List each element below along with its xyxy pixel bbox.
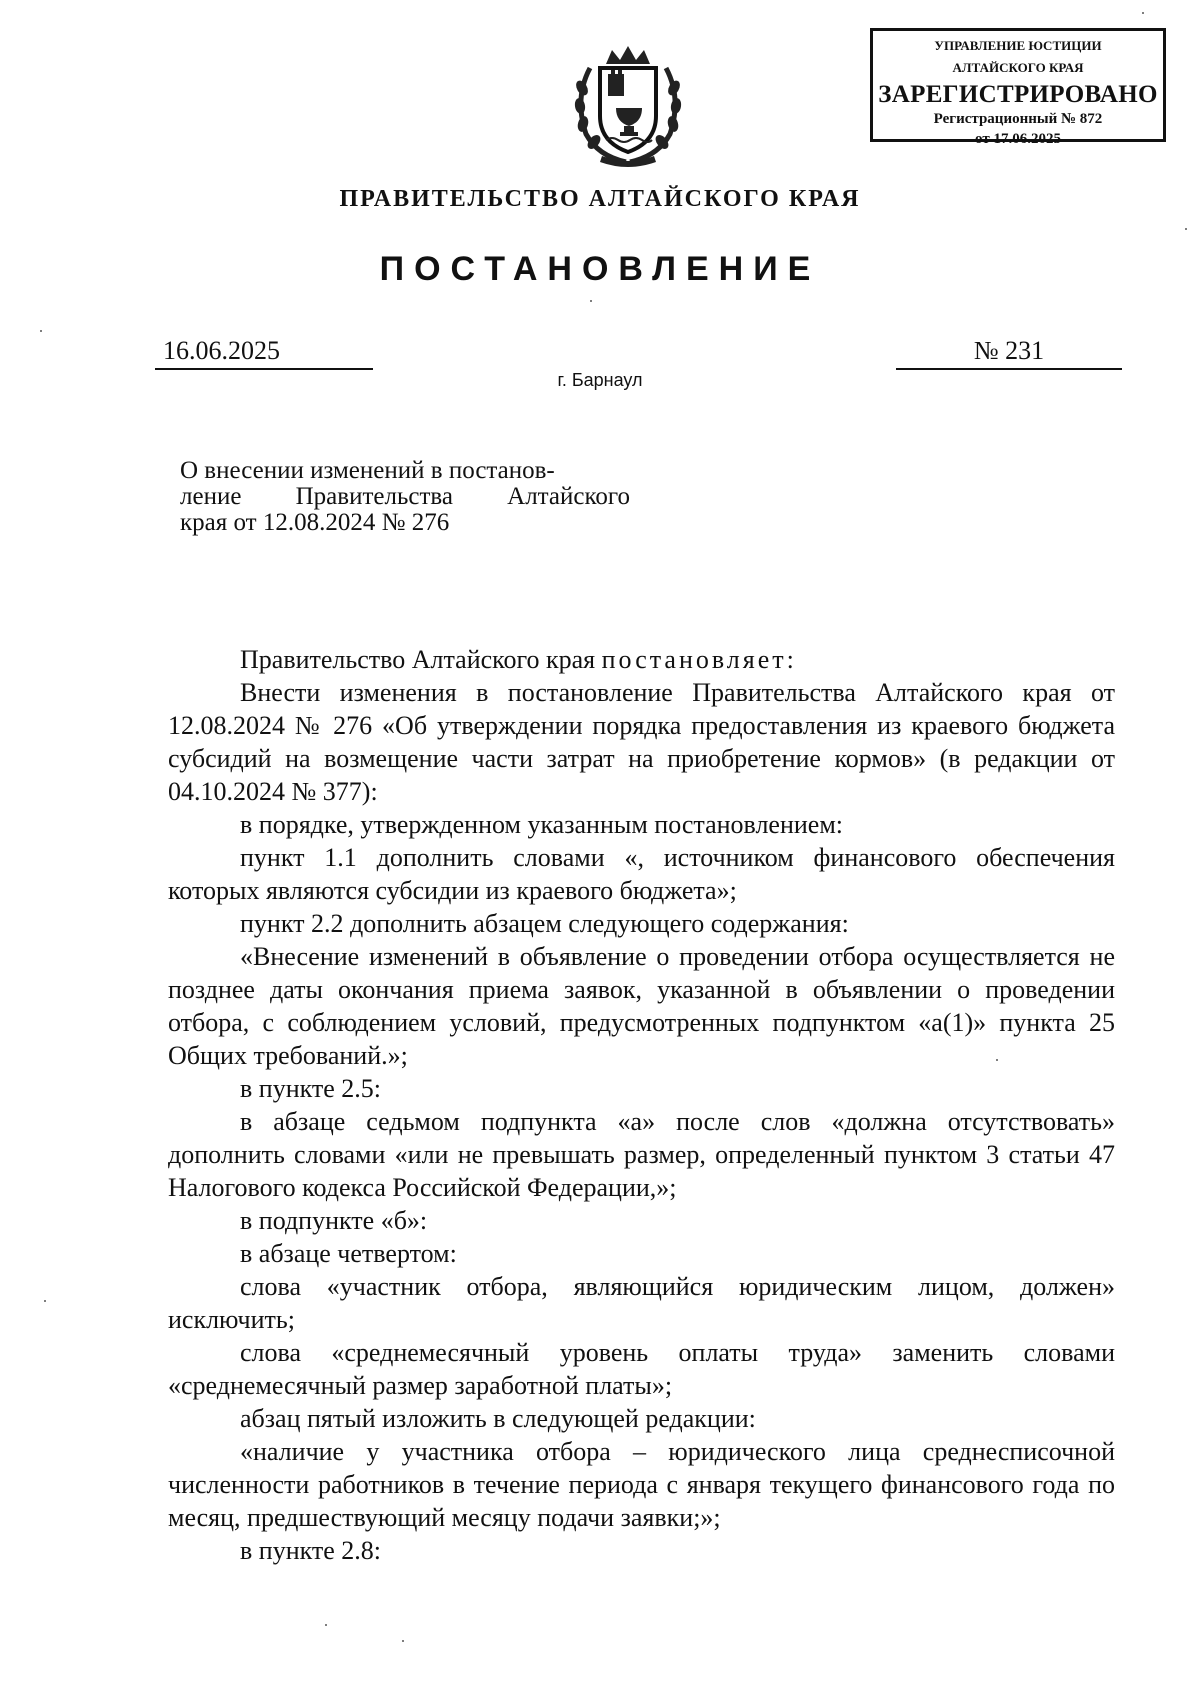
body-paragraph: в абзаце четвертом: [240,1239,457,1268]
scan-speck [590,300,592,302]
scan-speck [44,1300,46,1302]
body-paragraph: в пункте 2.8: [240,1536,382,1565]
body-paragraph: в подпункте «б»: [240,1206,428,1235]
document-date: 16.06.2025 [155,336,373,370]
scan-speck [402,1640,404,1642]
body-paragraph: в пункте 2.5: [240,1074,382,1103]
stamp-organization-line1: УПРАВЛЕНИЕ ЮСТИЦИИ [934,38,1102,53]
scan-speck [325,1624,327,1626]
registration-stamp [870,28,1166,147]
body-paragraph: «наличие у участника отбора – юридического лица среднесписочной численности работников в течение периода с января текущего финансового года по месяц, предшествующий месяцу подачи заявки;»; [168,1437,1115,1532]
body-paragraph: в порядке, утвержденном указанным постановлением: [240,810,844,839]
body-paragraph: пункт 2.2 дополнить абзацем следующего содержания: [240,909,849,938]
scan-speck [40,330,42,332]
stamp-organization-line2: АЛТАЙСКОГО КРАЯ [952,60,1084,75]
stamp-registration-date: от 17.06.2025 [975,131,1061,147]
document-city: г. Барнаул [557,370,643,390]
body-paragraph: пункт 1.1 дополнить словами «, источником финансового обеспечения которых являются субсидии из краевого бюджета»; [168,843,1115,905]
subject-line: О внесении изменений в постанов- [180,457,555,484]
body-paragraph: слова «среднемесячный уровень оплаты труда» заменить словами «среднемесячный размер заработной платы»; [168,1338,1115,1400]
scan-speck [1185,228,1187,230]
scan-speck [1142,12,1144,14]
resolution-intro: Правительство Алтайского края [240,645,602,674]
body-paragraph: слова «участник отбора, являющийся юридическим лицом, должен» исключить; [168,1272,1115,1334]
resolution-verb: постановляет: [601,645,797,674]
body-paragraph: в абзаце седьмом подпункта «а» после слов «должна отсутствовать» дополнить словами «или не превышать размер, определенный пунктом 3 статьи 47 Налогового кодекса Российской Федерации,»; [168,1107,1115,1202]
document-number: № 231 [896,336,1122,370]
subject-line: края от 12.08.2024 № 276 [180,509,450,536]
body-paragraph: Внести изменения в постановление Правительства Алтайского края от 12.08.2024 № 276 «Об утверждении порядка предоставления из краевого бюджета субсидий на возмещение части затрат на приобретение кормов» (в редакции от 04.10.2024 № 377): [168,678,1115,806]
coat-of-arms-emblem [568,38,688,168]
document-body [168,643,1115,1567]
body-paragraph: «Внесение изменений в объявление о проведении отбора осуществляется не позднее даты окончания приема заявок, указанной в объявлении о проведении отбора, с соблюдением условий, предусмотренных подпунктом «а(1)» пункта 25 Общих требований.»; [168,942,1115,1070]
body-paragraph [168,643,1115,676]
body-paragraph: абзац пятый изложить в следующей редакции: [240,1404,756,1433]
stamp-status: ЗАРЕГИСТРИРОВАНО [878,81,1158,108]
document-type-title: ПОСТАНОВЛЕНИЕ [379,250,821,288]
scan-speck [996,1059,998,1061]
subject-line: ление Правительства Алтайского [180,483,630,510]
document-subject [180,458,630,536]
government-title: ПРАВИТЕЛЬСТВО АЛТАЙСКОГО КРАЯ [339,186,861,212]
stamp-registration-number: Регистрационный № 872 [933,111,1103,127]
